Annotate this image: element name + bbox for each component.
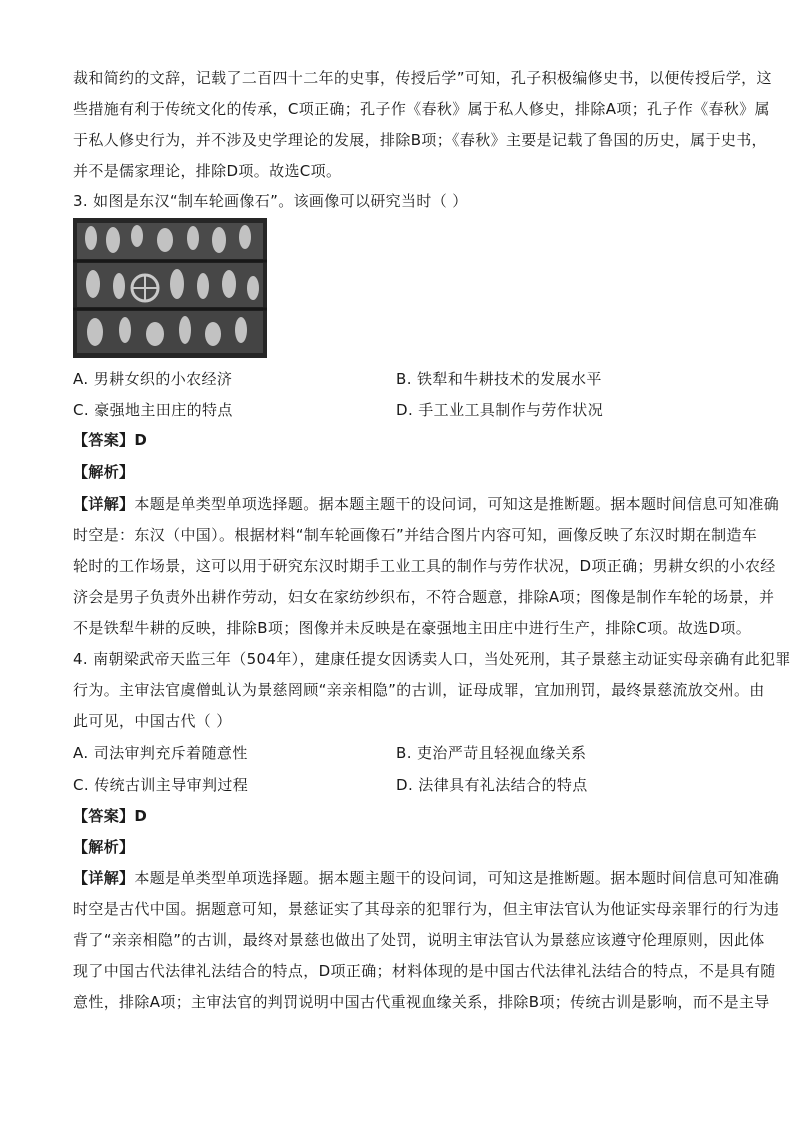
detail-label: 【详解】 [73,495,135,513]
detail-label: 【详解】 [73,869,135,887]
detail-line: 时空是：东汉（中国）。根据材料“制车轮画像石”并结合图片内容可知，画像反映了东汉时期在制造车 [73,526,758,544]
option-a: A. 司法审判充斥着随意性 [73,744,248,762]
answer-label: 【答案】D [73,431,148,449]
option-b: B. 铁犁和牛耕技术的发展水平 [396,370,602,388]
question-3-stem: 3. 如图是东汉“制车轮画像石”。该画像可以研究当时（ ） [73,192,468,210]
detail-line: 意性，排除A项；主审法官的判罚说明中国古代重视血缘关系，排除B项；传统古训是影响，而不是主导 [73,993,770,1011]
question-4-stem: 4. 南朝梁武帝天监三年（504年），建康任提女因诱卖人口，当处死刑，其子景慈主动证实母亲确有此犯罪 [73,650,791,668]
option-b: B. 吏治严苛且轻视血缘关系 [396,744,587,762]
option-d: D. 法律具有礼法结合的特点 [396,776,588,794]
option-d: D. 手工业工具制作与劳作状况 [396,401,604,419]
answer-label: 【答案】D [73,807,148,825]
detail-line [73,493,780,515]
detail-line: 济会是男子负责外出耕作劳动，妇女在家纺纱织布，不符合题意，排除A项；图像是制作车轮的场景，并 [73,588,775,606]
analysis-label: 【解析】 [73,463,135,481]
option-c: C. 豪强地主田庄的特点 [73,401,233,419]
detail-line: 轮时的工作场景，这可以用于研究东汉时期手工业工具的制作与劳作状况，D项正确；男耕女织的小农经 [73,557,776,575]
option-a: A. 男耕女织的小农经济 [73,370,233,388]
question-4-stem: 行为。主审法官虞僧虬认为景慈罔顾“亲亲相隐”的古训，证母成罪，宜加刑罚，最终景慈流放交州。由 [73,681,765,699]
detail-text: 本题是单类型单项选择题。据本题主题干的设问词，可知这是推断题。据本题时间信息可知准确 [134,495,780,513]
text-line: 裁和简约的文辞，记载了二百四十二年的史事，传授后学”可知，孔子积极编修史书，以便传授后学，这 [73,69,772,87]
detail-line: 背了“亲亲相隐”的古训，最终对景慈也做出了处罚，说明主审法官认为景慈应该遵守伦理原则，因此体 [73,931,765,949]
question-4-stem: 此可见，中国古代（ ） [73,712,232,730]
detail-line: 时空是古代中国。据题意可知，景慈证实了其母亲的犯罪行为，但主审法官认为他证实母亲罪行的行为违 [73,900,780,918]
detail-line: 现了中国古代法律礼法结合的特点，D项正确；材料体现的是中国古代法律礼法结合的特点，不是具有随 [73,962,776,980]
text-line: 并不是儒家理论，排除D项。故选C项。 [73,162,342,180]
text-line: 些措施有利于传统文化的传承，C项正确；孔子作《春秋》属于私人修史，排除A项；孔子作《春秋》属 [73,100,770,118]
text-line: 于私人修史行为，并不涉及史学理论的发展，排除B项；《春秋》主要是记载了鲁国的历史，属于史书， [73,131,767,149]
detail-text: 本题是单类型单项选择题。据本题主题干的设问词，可知这是推断题。据本题时间信息可知准确 [134,869,780,887]
option-c: C. 传统古训主导审判过程 [73,776,249,794]
analysis-label: 【解析】 [73,838,135,856]
detail-line: 不是铁犁牛耕的反映，排除B项；图像并未反映是在豪强地主田庄中进行生产，排除C项。故选D项。 [73,619,752,637]
detail-line [73,867,780,889]
carved-stone-relief-image [73,218,267,358]
